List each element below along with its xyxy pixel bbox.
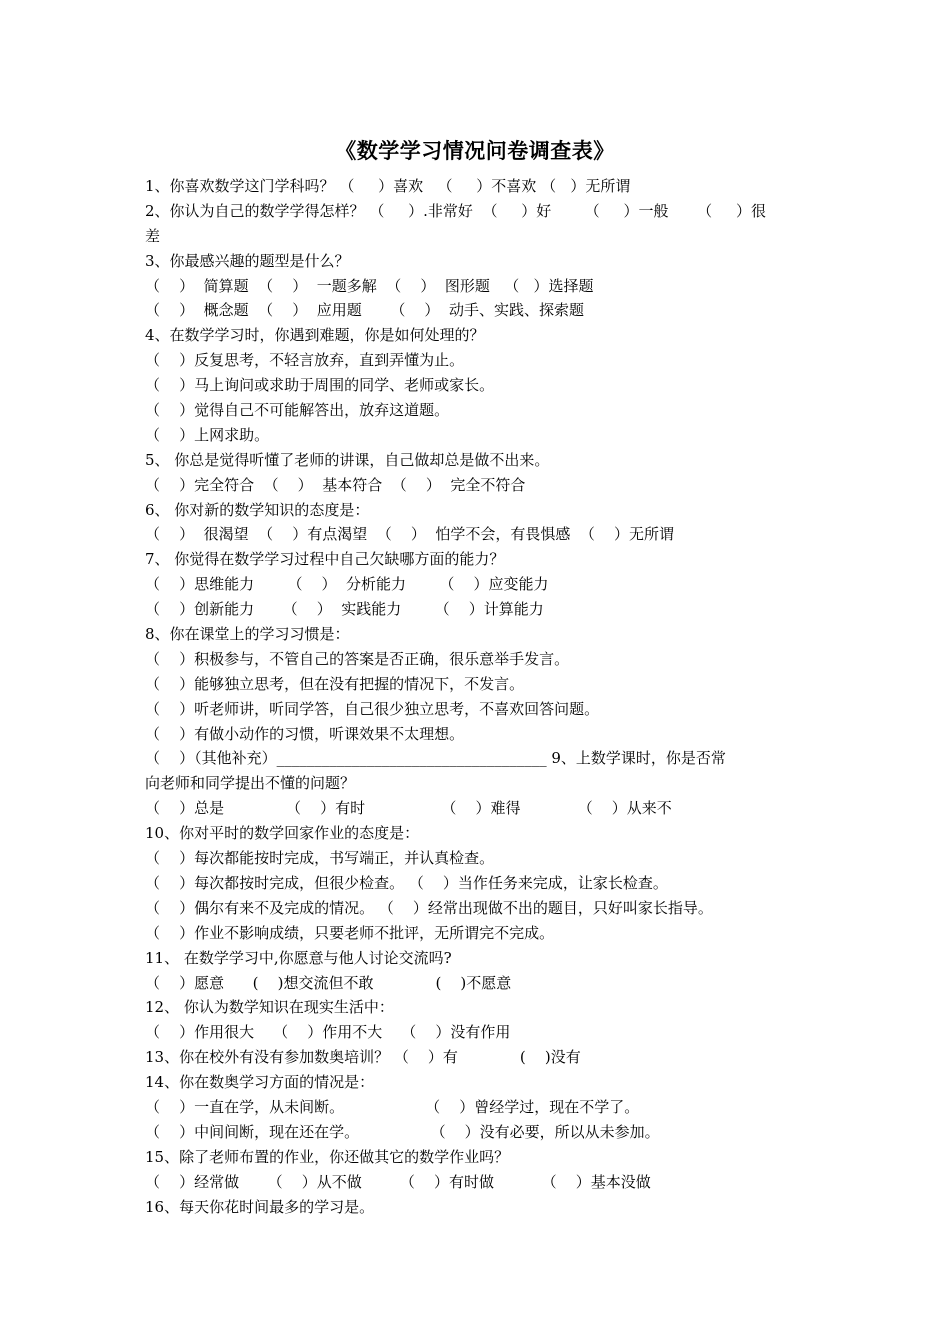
questionnaire-line: 7、 你觉得在数学学习过程中自己欠缺哪方面的能力？	[145, 550, 505, 569]
questionnaire-line: 15、除了老师布置的作业，你还做其它的数学作业吗？	[145, 1147, 510, 1166]
questionnaire-line: 3、你最感兴趣的题型是什么？	[145, 251, 350, 270]
questionnaire-line: （ ）作用很大 （ ）作用不大 （ ）没有作用	[145, 1023, 511, 1042]
questionnaire-line: （ ） 很渴望 （ ）有点渴望 （ ） 怕学不会，有畏惧感 （ ）无所谓	[145, 525, 674, 544]
questionnaire-line: 6、 你对新的数学知识的态度是：	[145, 500, 370, 519]
questionnaire-line: 11、 在数学学习中,你愿意与他人讨论交流吗?	[145, 948, 452, 967]
questionnaire-body	[145, 174, 810, 1219]
questionnaire-line: （ ）完全符合 （ ） 基本符合 （ ） 完全不符合	[145, 475, 526, 494]
questionnaire-line: （ ）马上询问或求助于周围的同学、老师或家长。	[145, 376, 495, 395]
questionnaire-line: 差	[145, 226, 161, 245]
questionnaire-line: （ ）反复思考，不轻言放弃，直到弄懂为止。	[145, 351, 465, 370]
questionnaire-line: 向老师和同学提出不懂的问题？	[145, 774, 356, 793]
questionnaire-line: 8、你在课堂上的学习习惯是：	[145, 625, 350, 644]
questionnaire-line: （ ）积极参与，不管自己的答案是否正确，很乐意举手发言。	[145, 649, 570, 668]
questionnaire-line: （ ）思维能力 （ ） 分析能力 （ ）应变能力	[145, 575, 549, 594]
questionnaire-line: 2、你认为自己的数学学得怎样？ （ ）.非常好 （ ）好 （ ）一般 （ ）很	[145, 201, 766, 220]
questionnaire-line: （ ） 概念题 （ ） 应用题 （ ） 动手、实践、探索题	[145, 301, 584, 320]
questionnaire-line: （ ）有做小动作的习惯，听课效果不太理想。	[145, 724, 465, 743]
questionnaire-line: 14、你在数奥学习方面的情况是：	[145, 1073, 375, 1092]
questionnaire-line: （ ）创新能力 （ ） 实践能力 （ ）计算能力	[145, 600, 544, 619]
questionnaire-line: （ ）上网求助。	[145, 425, 270, 444]
questionnaire-line: 4、在数学学习时，你遇到难题，你是如何处理的？	[145, 326, 485, 345]
questionnaire-line: （ ）总是 （ ）有时 （ ）难得 （ ）从来不	[145, 799, 672, 818]
questionnaire-line: 10、你对平时的数学回家作业的态度是：	[145, 824, 420, 843]
questionnaire-line: （ ）觉得自己不可能解答出，放弃这道题。	[145, 401, 450, 420]
questionnaire-line: （ ）中间间断，现在还在学。 （ ）没有必要，所以从未参加。	[145, 1122, 660, 1141]
questionnaire-line: （ ）愿意 ( )想交流但不敢 ( )不愿意	[145, 973, 512, 992]
questionnaire-line: （ ）能够独立思考，但在没有把握的情况下，不发言。	[145, 674, 525, 693]
questionnaire-line: （ ）偶尔有来不及完成的情况。 （ ）经常出现做不出的题目，只好叫家长指导。	[145, 898, 713, 917]
questionnaire-line: 1、你喜欢数学这门学科吗？ （ ）喜欢 （ ）不喜欢 （ ）无所谓	[145, 177, 631, 195]
questionnaire-line: （ ）每次都按时完成，但很少检查。 （ ）当作任务来完成，让家长检查。	[145, 873, 668, 892]
questionnaire-line: （ ）作业不影响成绩，只要老师不批评，无所谓完不完成。	[145, 923, 555, 942]
questionnaire-line: （ ）经常做 （ ）从不做 （ ）有时做 （ ）基本没做	[145, 1172, 651, 1191]
questionnaire-line: （ ）每次都能按时完成，书写端正，并认真检查。	[145, 849, 495, 868]
questionnaire-line: （ ）（其他补充）____________________________________ 9、上数学课时，你是否常	[145, 749, 726, 768]
questionnaire-line: 16、每天你花时间最多的学习是。	[145, 1197, 375, 1216]
document-title: 《数学学习情况问卷调查表》	[335, 138, 615, 163]
questionnaire-line: （ ）一直在学，从未间断。 （ ）曾经学过，现在不学了。	[145, 1097, 640, 1116]
questionnaire-line: 12、 你认为数学知识在现实生活中：	[145, 998, 394, 1017]
questionnaire-line: （ ） 简算题 （ ） 一题多解 （ ） 图形题 （ ）选择题	[145, 276, 594, 295]
questionnaire-line: （ ）听老师讲，听同学答，自己很少独立思考，不喜欢回答问题。	[145, 699, 600, 718]
questionnaire-line: 13、你在校外有没有参加数奥培训？ （ ）有 ( )没有	[145, 1048, 581, 1067]
questionnaire-line: 5、 你总是觉得听懂了老师的讲课，自己做却总是做不出来。	[145, 450, 550, 469]
